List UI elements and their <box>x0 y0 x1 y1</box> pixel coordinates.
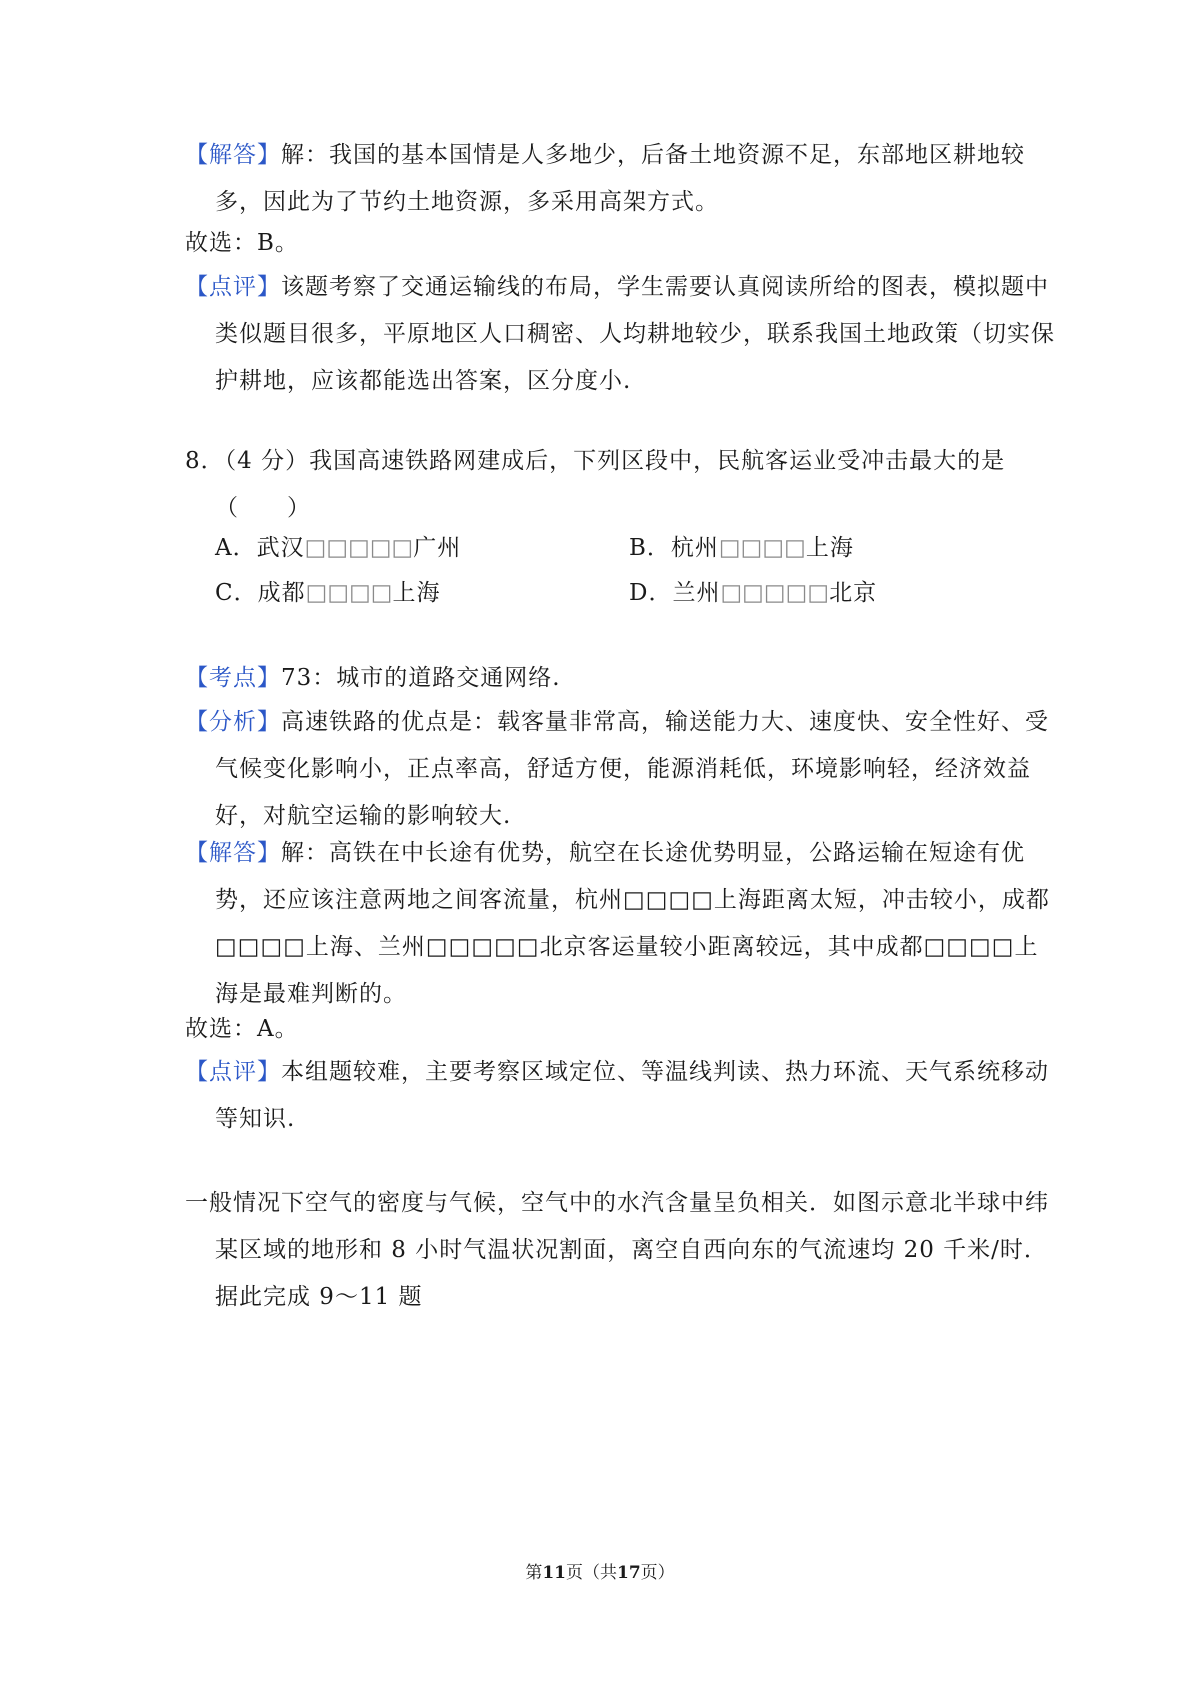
answer-tag: 【解答】 <box>185 142 281 168</box>
comment-tag: 【点评】 <box>185 1059 281 1085</box>
placeholder-boxes: □□□□ <box>305 580 393 606</box>
option-letter: B． <box>629 535 671 561</box>
fenxi-text: 高速铁路的优点是：载客量非常高，输送能力大、速度快、安全性好、受气候变化影响小，正点率高，舒适方便，能源消耗低，环境影响轻，经济效益好，对航空运输的影响较大. <box>215 709 1049 829</box>
footer-suffix: 页） <box>640 1563 675 1583</box>
option-letter: C． <box>215 580 258 606</box>
option-d <box>629 570 877 617</box>
kaodian-text: 73：城市的道路交通网络. <box>281 665 561 691</box>
comment-text: 该题考察了交通运输线的布局，学生需要认真阅读所给的图表，模拟题中类似题目很多，平原地区人口稠密、人均耕地较少，联系我国土地政策（切实保护耕地，应该都能选出答案，区分度小. <box>215 274 1055 394</box>
option-to: 广州 <box>413 535 462 561</box>
answer-tag: 【解答】 <box>185 840 281 866</box>
placeholder-boxes: □□□□ <box>718 535 806 561</box>
q7-answer <box>185 132 1055 226</box>
q9-11-intro: 一般情况下空气的密度与气候，空气中的水汽含量呈负相关．如图示意北半球中纬某区域的地形和 8 小时气温状况割面，离空自西向东的气流速均 20 千米/时．据此完成 9～11 题 <box>185 1190 1049 1310</box>
option-a <box>215 525 461 572</box>
option-to: 上海 <box>392 580 441 606</box>
option-from: 兰州 <box>672 580 721 606</box>
q7-comment <box>185 264 1055 405</box>
option-from: 武汉 <box>256 535 305 561</box>
q8-fenxi <box>185 699 1055 840</box>
footer-mid: 页（共 <box>566 1563 617 1583</box>
option-b <box>629 525 854 572</box>
option-letter: D． <box>629 580 673 606</box>
footer-page-number: 11 <box>542 1563 566 1583</box>
placeholder-boxes: □□□□□ <box>720 580 830 606</box>
option-c <box>215 570 441 617</box>
footer-prefix: 第 <box>525 1563 543 1583</box>
option-to: 上海 <box>805 535 854 561</box>
option-to: 北京 <box>829 580 878 606</box>
q8-choice: 故选：A。 <box>185 1016 299 1042</box>
fenxi-tag: 【分析】 <box>185 709 281 735</box>
answer-text: 解：我国的基本国情是人多地少，后备土地资源不足，东部地区耕地较多，因此为了节约土地资源，多采用高架方式。 <box>215 142 1025 215</box>
answer-text: 解：高铁在中长途有优势，航空在长途优势明显，公路运输在短途有优势，还应该注意两地之间客流量，杭州□□□□上海距离太短，冲击较小，成都□□□□上海、兰州□□□□□北京客运量较小距离较远，其中成都□□□□上海是最难判断的。 <box>215 840 1050 1007</box>
option-from: 成都 <box>257 580 306 606</box>
footer-total-pages: 17 <box>617 1563 641 1583</box>
kaodian-tag: 【考点】 <box>185 665 281 691</box>
q8-answer <box>185 830 1055 1018</box>
placeholder-boxes: □□□□□ <box>304 535 414 561</box>
comment-text: 本组题较难，主要考察区域定位、等温线判读、热力环流、天气系统移动等知识. <box>215 1059 1049 1132</box>
q8-kaodian <box>185 655 1055 702</box>
page-footer <box>0 1561 1200 1585</box>
option-letter: A． <box>215 535 257 561</box>
option-from: 杭州 <box>670 535 719 561</box>
q8-stem: 8．（4 分）我国高速铁路网建成后，下列区段中，民航客运业受冲击最大的是（ ） <box>185 448 1006 521</box>
q7-choice: 故选：B。 <box>185 230 299 256</box>
q8-comment <box>185 1049 1055 1143</box>
comment-tag: 【点评】 <box>185 274 281 300</box>
